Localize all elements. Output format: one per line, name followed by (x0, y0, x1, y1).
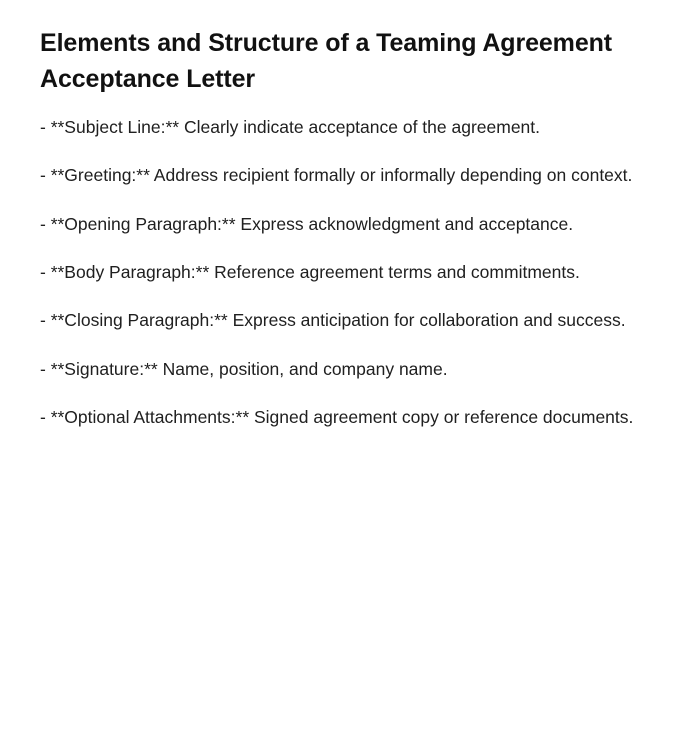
list-item: - **Optional Attachments:** Signed agreement copy or reference documents. (40, 407, 634, 428)
list-item: - **Signature:** Name, position, and company name. (40, 358, 448, 379)
list-item: - **Greeting:** Address recipient formally or informally depending on context. (40, 165, 633, 186)
page-title: Elements and Structure of a Teaming Agreement Acceptance Letter (40, 29, 613, 93)
list-item: - **Opening Paragraph:** Express acknowledgment and acceptance. (40, 213, 574, 234)
list-item: - **Subject Line:** Clearly indicate acceptance of the agreement. (40, 117, 541, 137)
list-item: - **Closing Paragraph:** Express anticipation for collaboration and success. (40, 310, 626, 331)
elements-list (40, 113, 660, 431)
list-item: - **Body Paragraph:** Reference agreement terms and commitments. (40, 262, 580, 283)
